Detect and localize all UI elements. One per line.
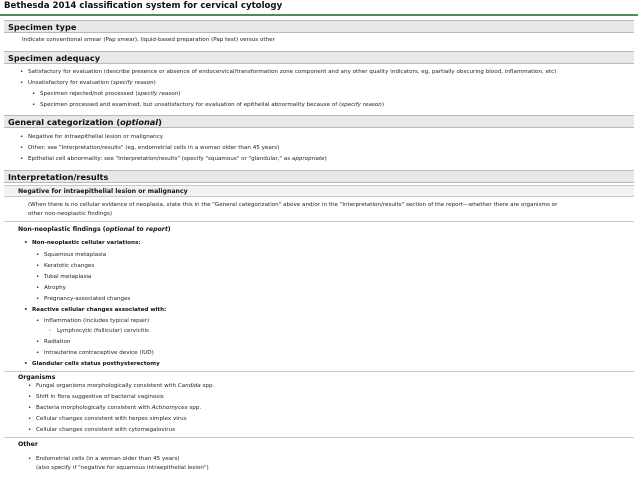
negative-explanation-line1: (When there is no cellular evidence of neoplasia, state this in the "General categorization" above and/or in the "Interpretation/results" section of the report—whether there are organisms or [28, 202, 558, 208]
divider [4, 221, 634, 222]
section-heading-specimen-adequacy: Specimen adequacy [4, 51, 634, 64]
bullet-icon: • [32, 102, 36, 108]
specimen-type-text: Indicate conventional smear (Pap smear), liquid-based preparation (Pap test) versus other [22, 37, 275, 43]
bullet-icon: • [28, 456, 32, 462]
bullet-icon: • [20, 69, 24, 75]
bullet-icon: • [28, 405, 32, 411]
reactive-item: Radiation [44, 339, 71, 345]
section-heading-interpretation: Interpretation/results [4, 170, 634, 183]
section-heading-general-categorization: General categorization (optional) [4, 115, 634, 128]
variation-item: Keratotic changes [44, 263, 95, 269]
bullet-icon: • [28, 394, 32, 400]
subheading-other: Other [18, 441, 38, 448]
bullet-icon: • [36, 339, 40, 345]
variation-item: Tubal metaplasia [44, 274, 92, 280]
adequacy-item-satisfactory: Satisfactory for evaluation (describe presence or absence of endocervical/transformation zone component and any other quality indicators, eg, partially obscuring blood, inflammation, etc) [28, 69, 557, 75]
page-title: Bethesda 2014 classification system for cervical cytology [4, 1, 283, 11]
organism-item: Shift in flora suggestive of bacterial vaginosis [36, 394, 164, 400]
bullet-icon: • [28, 427, 32, 433]
subheading-non-neoplastic-findings: Non-neoplastic findings (optional to report) [18, 226, 171, 233]
bullet-icon: • [36, 274, 40, 280]
reactive-subitem: Lymphocytic (follicular) cervicitis [57, 328, 149, 334]
reactive-heading: Reactive cellular changes associated with: [32, 307, 167, 313]
bullet-icon: • [24, 240, 28, 246]
reactive-item: Intrauterine contraceptive device (IUD) [44, 350, 154, 356]
bullet-icon: • [24, 361, 28, 367]
reactive-item: Inflammation (includes typical repair) [44, 318, 150, 324]
organism-item: Cellular changes consistent with herpes simplex virus [36, 416, 187, 422]
divider [4, 371, 634, 372]
bullet-icon: • [36, 252, 40, 258]
section-heading-specimen-type: Specimen type [4, 20, 634, 33]
bullet-icon: • [32, 91, 36, 97]
adequacy-subitem-processed: Specimen processed and examined, but unsatisfactory for evaluation of epithelial abnormality because of (specify reason) [40, 102, 384, 108]
hollow-bullet-icon: ◦ [48, 328, 52, 334]
glandular-item: Glandular cells status posthysterectomy [32, 361, 160, 367]
bullet-icon: • [28, 383, 32, 389]
bullet-icon: • [20, 134, 24, 140]
bullet-icon: • [36, 263, 40, 269]
bullet-icon: • [20, 145, 24, 151]
variation-item: Atrophy [44, 285, 66, 291]
adequacy-subitem-rejected: Specimen rejected/not processed (specify reason) [40, 91, 181, 97]
general-item-other: Other: see "Interpretation/results" (eg, endometrial cells in a woman older than 45 years) [28, 145, 280, 151]
other-item-note: (also specify if "negative for squamous intraepithelial lesion") [36, 465, 209, 471]
variations-heading: Non-neoplastic cellular variations: [32, 240, 141, 246]
bullet-icon: • [24, 307, 28, 313]
bullet-icon: • [20, 156, 24, 162]
divider [4, 437, 634, 438]
subheading-organisms: Organisms [18, 374, 56, 381]
bullet-icon: • [28, 416, 32, 422]
organism-item: Cellular changes consistent with cytomegalovirus [36, 427, 176, 433]
negative-explanation-line2: other non-neoplastic findings) [28, 211, 113, 217]
general-item-epithelial: Epithelial cell abnormality: see "Interpretation/results" (specify "squamous" or "glandular," as appropriate) [28, 156, 327, 162]
organism-item: Bacteria morphologically consistent with Actinomyces spp. [36, 405, 202, 411]
title-divider [0, 14, 638, 16]
bullet-icon: • [36, 296, 40, 302]
other-item: Endometrial cells (in a woman older than 45 years) [36, 456, 180, 462]
bullet-icon: • [20, 80, 24, 86]
subheading-negative-intraepithelial: Negative for intraepithelial lesion or malignancy [4, 185, 634, 197]
variation-item: Pregnancy-associated changes [44, 296, 131, 302]
variation-item: Squamous metaplasia [44, 252, 107, 258]
general-item-negative: Negative for intraepithelial lesion or malignancy [28, 134, 164, 140]
organism-item: Fungal organisms morphologically consistent with Candida spp. [36, 383, 215, 389]
adequacy-item-unsatisfactory: Unsatisfactory for evaluation (specify reason) [28, 80, 156, 86]
bullet-icon: • [36, 318, 40, 324]
bullet-icon: • [36, 350, 40, 356]
bullet-icon: • [36, 285, 40, 291]
